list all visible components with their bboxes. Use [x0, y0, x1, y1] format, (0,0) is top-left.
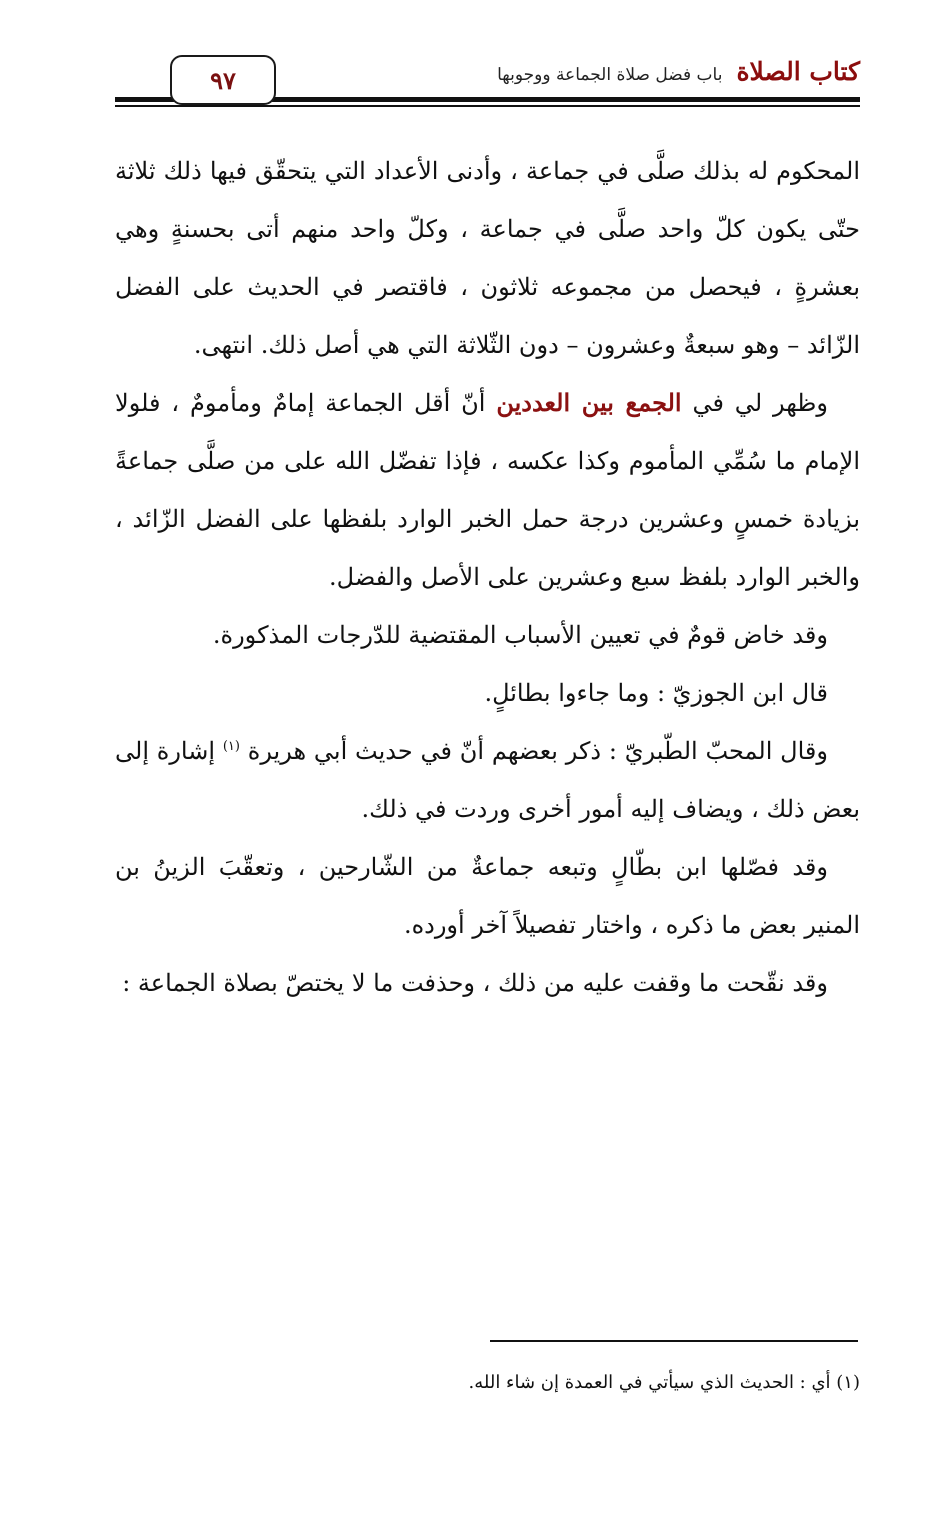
paragraph-5-end: إشارة إلى بعض ذلك ، ويضاف إليه أمور أخرى وردت في ذلك.: [115, 737, 860, 823]
paragraph-6: وقد فصّلها ابن بطّالٍ وتبعه جماعةٌ من الشّارحين ، وتعقّبَ الزينُ بن المنير بعض ما ذكره ، واختار تفصيلاً آخر أورده.: [115, 853, 860, 939]
running-title: [497, 57, 860, 86]
body-text: [115, 142, 860, 1012]
paragraph-2: [115, 374, 860, 606]
chapter-title: باب فضل صلاة الجماعة ووجوبها: [497, 65, 723, 85]
paragraph-2-start: وظهر لي في: [681, 389, 828, 417]
paragraph-3: وقد خاض قومٌ في تعيين الأسباب المقتضية للدّرجات المذكورة.: [212, 621, 828, 649]
paragraph-2-end: أنّ أقل الجماعة إمامٌ ومأمومٌ ، فلولا الإمام ما سُمِّي المأموم وكذا عكسه ، فإذا تفضّل الله على من صلَّى جماعةً بزيادة خمسٍ وعشرين درجة حمل الخبر الوارد بلفظها على الفضل الزّائد ، والخبر الوارد بلفظ سبع وعشرين على الأصل والفضل.: [115, 389, 860, 591]
footnote-reference[interactable]: (١): [222, 739, 240, 754]
page-header: [115, 55, 860, 105]
page-number: ٩٧: [170, 55, 276, 105]
paragraph-7: وقد نقّحت ما وقفت عليه من ذلك ، وحذفت ما لا يختصّ بصلاة الجماعة :: [122, 969, 828, 997]
book-title: كتاب الصلاة: [736, 57, 860, 86]
paragraph-5-start: وقال المحبّ الطّبريّ : ذكر بعضهم أنّ في حديث أبي هريرة: [239, 737, 828, 765]
header-rule-thin: [115, 105, 860, 107]
highlighted-phrase: الجمع بين العددين: [496, 388, 682, 417]
footnote: (١) أي : الحديث الذي سيأتي في العمدة إن شاء الله.: [468, 1372, 860, 1393]
paragraph-1: المحكوم له بذلك صلَّى في جماعة ، وأدنى الأعداد التي يتحقّق فيها ذلك ثلاثة حتّى يكون كلّ واحد صلَّى في جماعة ، وكلّ واحد منهم أتى بحسنةٍ وهي بعشرةٍ ، فيحصل من مجموعه ثلاثون ، فاقتصر في الحديث على الفضل الزّائد – وهو سبعةٌ وعشرون – دون الثّلاثة التي هي أصل ذلك. انتهى.: [115, 157, 861, 359]
footnote-separator: [490, 1340, 858, 1342]
paragraph-4: قال ابن الجوزيّ : وما جاءوا بطائلٍ.: [484, 679, 828, 707]
paragraph-5: [115, 722, 860, 838]
